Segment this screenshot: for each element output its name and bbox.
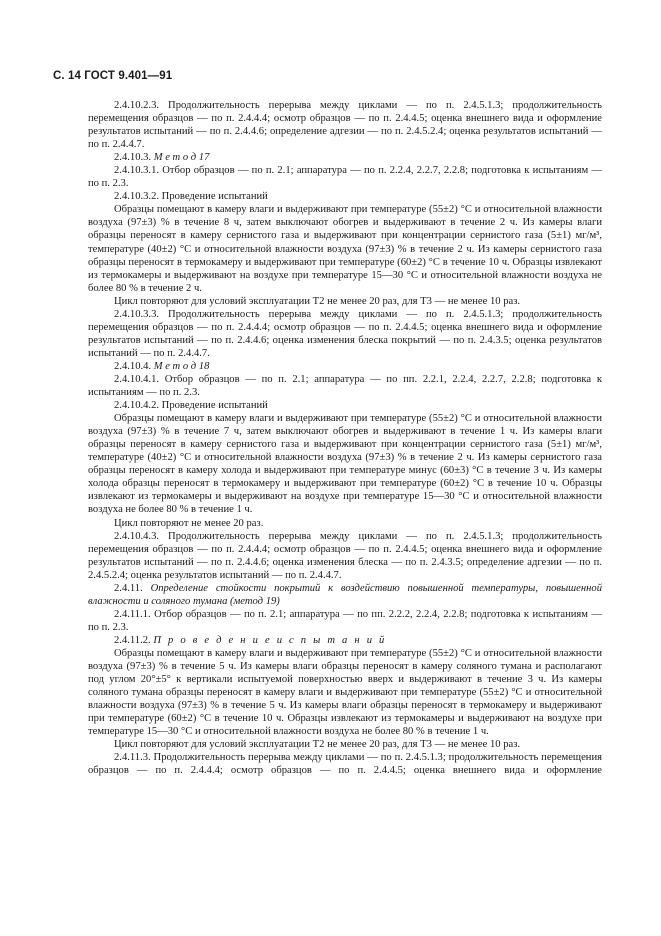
page-header: С. 14 ГОСТ 9.401—91: [53, 70, 173, 82]
paragraph-2-4-10-4-1: 2.4.10.4.1. Отбор образцов — по п. 2.1; аппаратура — по пп. 2.2.1, 2.2.4, 2.2.7, 2.2.8; подготовка к испытаниям — по п. 2.3.: [88, 373, 602, 399]
clause-number: 2.4.11.2.: [114, 634, 151, 646]
paragraph-method-17-procedure: Образцы помещают в камеру влаги и выдерживают при температуре (55±2) °С и относительной влажности воздуха (97±3) % в течение 8 ч, затем выключают обогрев и выдерживают в течение 2 ч. Из камеры влаги образцы переносят в камеру сернистого газа и выдерживают при концентрации сернистого газа (5±1) мг/м³, температуре (40±2) °С и относительной влажности воздуха (97±3) % в течение 2 ч. Из камеры сернистого газа образцы переносят в термокамеру и выдерживают при температуре (60±2) °С в течение 10 ч. Образцы извлекают из термокамеры и выдерживают на воздухе при температуре 15—30 °С и относительной влажности воздуха не более 80 % в течение 2 ч.: [88, 204, 602, 294]
clause-number: 2.4.11.: [114, 582, 143, 594]
paragraph-2-4-11: [88, 582, 602, 608]
paragraph-method-17-cycles: Цикл повторяют для условий эксплуатации Т2 не менее 20 раз, для Т3 — не менее 10 раз.: [114, 295, 521, 307]
paragraph-2-4-11-1: 2.4.11.1. Отбор образцов — по п. 2.1; аппаратура — по пп. 2.2.2, 2.2.4, 2.2.8; подготовка к испытаниям — по п. 2.3.: [88, 608, 602, 633]
paragraph-2-4-11-3: 2.4.11.3. Продолжительность перерыва между циклами — по п. 2.4.5.1.3; продолжительность перемещения образцов — по п. 2.4.4.4; осмотр образцов — по п. 2.4.4.5; оценка внешнего вида и оформление: [88, 752, 602, 777]
paragraph-method-18-procedure: Образцы помещают в камеру влаги и выдерживают при температуре (55±2) °С и относительной влажности воздуха (97±3) % в течение 7 ч, затем выключают обогрев и выдерживают в течение 1 ч. Из камеры влаги образцы переносят в камеру сернистого газа и выдерживают при концентрации сернистого газа (5±1) мг/м³, температуре (40±2) °С и относительной влажности воздуха (97±3) % в течение 2 ч. Из камеры сернистого газа образцы переносят в камеру холода и выдерживают при температуре минус (60±3) °С в течение 3 ч. Из камеры холода образцы переносят в термокамеру и выдерживают при температуре (60±2) °С в течение 10 ч. Образцы извлекают из термокамеры и выдерживают на воздухе при температуре 15—30 °С и относительной влажности воздуха не более 80 % в течение 1 ч.: [88, 413, 602, 516]
paragraph-2-4-10-3-1: 2.4.10.3.1. Отбор образцов — по п. 2.1; аппаратура — по п. 2.2.4, 2.2.7, 2.2.8; подготовка к испытаниям — по п. 2.3.: [88, 165, 602, 190]
testing-procedure-heading: П р о в е д е н и е и с п ы т а н и й: [153, 634, 387, 646]
paragraph-2-4-10-2-3: 2.4.10.2.3. Продолжительность перерыва между циклами — по п. 2.4.5.1.3; продолжительность перемещения образцов — по п. 2.4.4.4; осмотр образцов — по п. 2.4.4.5; оценка внешнего вида и оформление результатов испытаний — по п. 2.4.4.6; определение адгезии — по п. 2.4.5.2.4; оценка результатов испытаний — по п. 2.4.4.7.: [88, 100, 602, 151]
paragraph-method-19-procedure: Образцы помещают в камеру влаги и выдерживают при температуре (55±2) °С и относительной влажности воздуха (97±3) % в течение 5 ч. Из камеры влаги образцы переносят в камеру соляного тумана и располагают под углом 20°±5° к вертикали испытуемой поверхностью вверх и выдерживают в течение 3 ч. Из камеры соляного тумана образцы переносят в камеру влаги и выдерживают при температуре (55±2) °С и относительной влажности воздуха (97±3) % в течение 5 ч. Из камеры влаги образцы переносят в термокамеру и выдерживают при температуре (60±2) °С в течение 10 ч. Образцы извлекают из термокамеры и выдерживают на воздухе при температуре 15—30 °С и относительной влажности воздуха не более 80 % в течение 1 ч.: [88, 647, 602, 738]
paragraph-2-4-10-4-3: 2.4.10.4.3. Продолжительность перерыва между циклами — по п. 2.4.5.1.3; продолжительность перемещения образцов — по п. 2.4.4.4; осмотр образцов — по п. 2.4.4.5; оценка внешнего вида и оформление результатов испытаний — по п. 2.4.4.6; оценка изменения блеска — по п. 2.4.3.5; определение адгезии — по п. 2.4.5.2.4; оценка результатов испытаний — по п. 2.4.4.7.: [88, 530, 602, 581]
paragraph-2-4-10-3-2: 2.4.10.3.2. Проведение испытаний: [114, 191, 268, 203]
clause-number: 2.4.10.3.: [114, 152, 152, 164]
paragraph-method-18-cycles: Цикл повторяют не менее 20 раз.: [114, 517, 264, 529]
clause-number: 2.4.10.4.: [114, 360, 152, 372]
method-17-heading: М е т о д 17: [153, 152, 210, 164]
section-2-4-11-heading: Определение стойкости покрытий к воздействию повышенной температуры, повышенной влажности и соляного тумана (метод 19): [88, 582, 602, 607]
paragraph-2-4-11-2: [88, 634, 602, 647]
method-18-heading: М е т о д 18: [153, 360, 210, 372]
paragraph-2-4-10-4: [88, 360, 602, 373]
paragraph-2-4-10-3-3: 2.4.10.3.3. Продолжительность перерыва между циклами — по п. 2.4.5.1.3; продолжительность перемещения образцов — по п. 2.4.4.4; осмотр образцов — по п. 2.4.4.5; оценка внешнего вида и оформление результатов испытаний — по п. 2.4.4.6; оценка изменения блеска покрытий — по п. 2.4.3.5; оценка результатов испытаний — по п. 2.4.4.7.: [88, 308, 602, 359]
paragraph-method-19-cycles: Цикл повторяют для условий эксплуатации Т2 не менее 20 раз, для Т3 — не менее 10 раз.: [114, 739, 521, 751]
document-body: [88, 99, 602, 777]
paragraph-2-4-10-4-2: 2.4.10.4.2. Проведение испытаний: [114, 400, 268, 412]
paragraph-2-4-10-3: [88, 151, 602, 164]
